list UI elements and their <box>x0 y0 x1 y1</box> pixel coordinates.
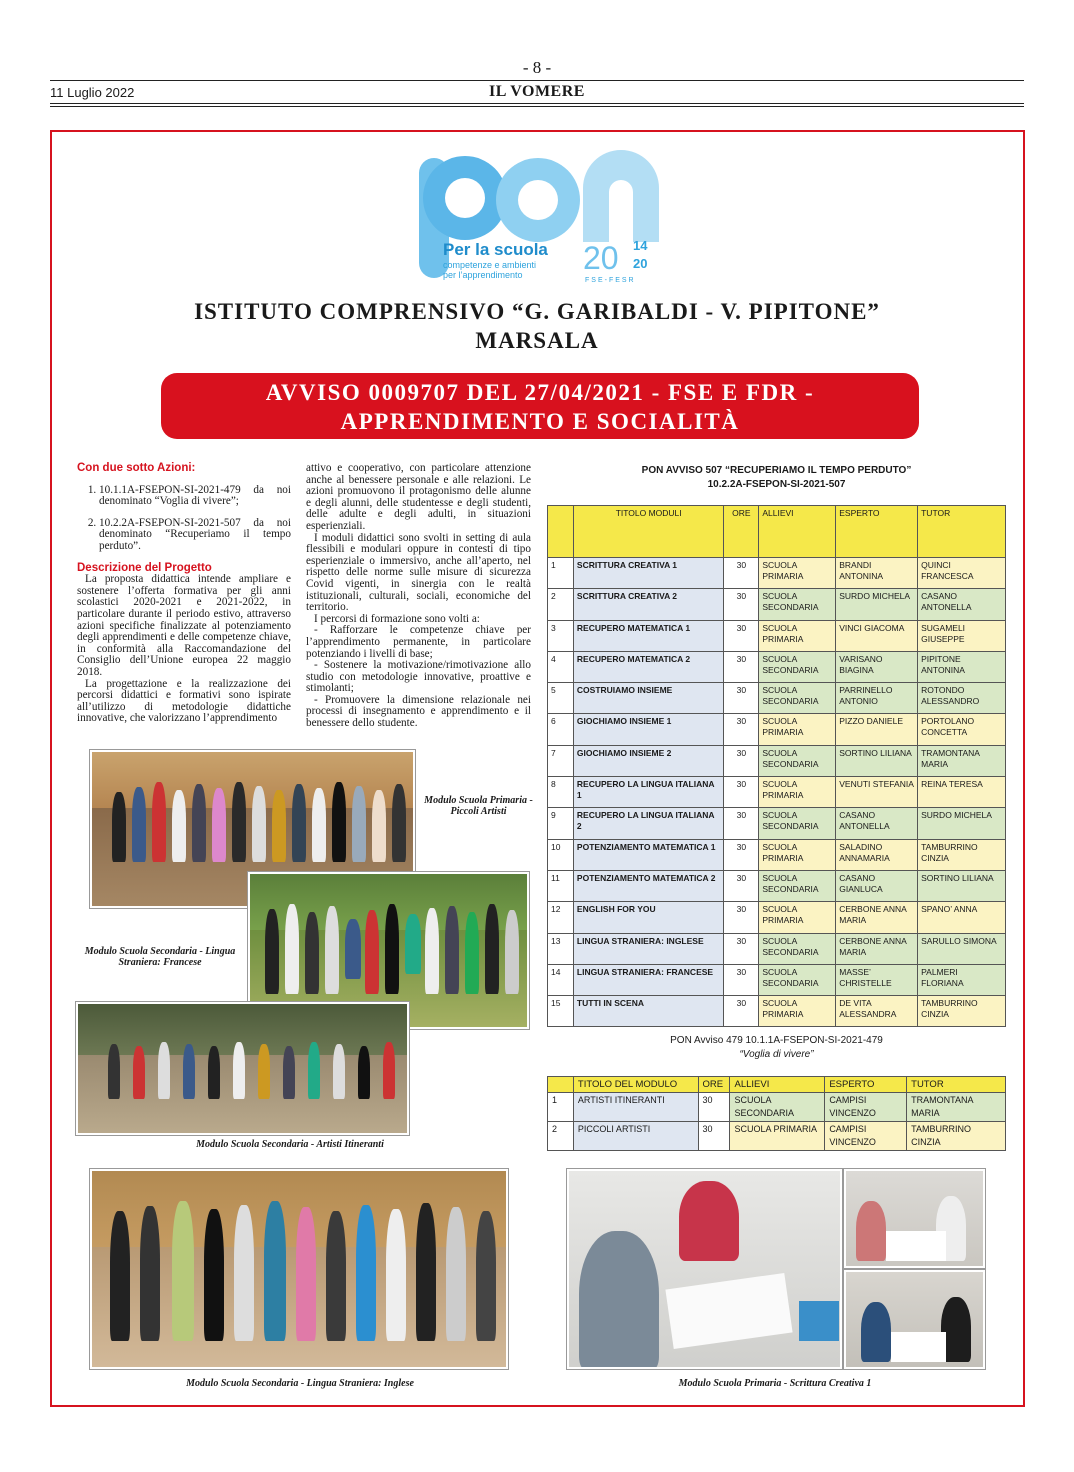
cell-title: GIOCHIAMO INSIEME 2 <box>573 745 724 776</box>
caption-inglese: Modulo Scuola Secondaria - Lingua Straniera: Inglese <box>186 1378 414 1389</box>
header-rule-top <box>50 80 1024 81</box>
cell-tutor: TAMBURRINO CINZIA <box>918 839 1006 870</box>
cell-tutor: QUINCI FRANCESCA <box>918 558 1006 589</box>
cell-esperto: PARRINELLO ANTONIO <box>836 683 918 714</box>
cell-tutor: SUGAMELI GIUSEPPE <box>918 620 1006 651</box>
cell-tutor: PALMERI FLORIANA <box>918 964 1006 995</box>
cell-title: SCRITTURA CREATIVA 1 <box>573 558 724 589</box>
table-cell: CAMPISI VINCENZO <box>825 1122 907 1151</box>
cell-title: RECUPERO MATEMATICA 1 <box>573 620 724 651</box>
table-row <box>548 620 1006 651</box>
cell-allievi: SCUOLA SECONDARIA <box>759 808 836 839</box>
cell-ore: 30 <box>724 745 759 776</box>
table-row <box>548 902 1006 933</box>
photo-scrittura-bottom <box>844 1270 985 1369</box>
actions-heading: Con due sotto Azioni: <box>77 462 196 474</box>
photo-scrittura-main <box>567 1169 842 1369</box>
table479-title-1: PON Avviso 479 10.1.1A-FSEPON-SI-2021-479 <box>670 1035 883 1046</box>
article-paragraph: attivo e cooperativo, con particolare attenzione anche al benessere personale e alle relazioni. Le azioni promuovono il protagonismo delle alunne e degli alunni, delle studentesse e degli studenti, delle adulte e degli adulti, in situazioni esperienziali. <box>306 462 531 532</box>
cell-allievi: SCUOLA PRIMARIA <box>759 996 836 1027</box>
cell-allievi: SCUOLA PRIMARIA <box>759 620 836 651</box>
table-cell: 1 <box>548 1093 574 1122</box>
cell-esperto: SORTINO LILIANA <box>836 745 918 776</box>
table-row <box>548 1122 1006 1151</box>
cell-num: 8 <box>548 777 574 808</box>
table-cell: ARTISTI ITINERANTI <box>573 1093 698 1122</box>
cell-num: 4 <box>548 651 574 682</box>
table-cell: 30 <box>698 1093 730 1122</box>
cell-allievi: SCUOLA PRIMARIA <box>759 714 836 745</box>
article-column-1 <box>77 463 291 725</box>
cell-num: 13 <box>548 933 574 964</box>
logo-year-a: 20 <box>583 240 619 276</box>
cell-tutor: SORTINO LILIANA <box>918 870 1006 901</box>
cell-num: 2 <box>548 589 574 620</box>
cell-allievi: SCUOLA PRIMARIA <box>759 558 836 589</box>
cell-ore: 30 <box>724 964 759 995</box>
school-name: ISTITUTO COMPRENSIVO “G. GARIBALDI - V. PIPITONE” <box>194 299 880 324</box>
cell-title: RECUPERO LA LINGUA ITALIANA 2 <box>573 808 724 839</box>
col-header-num <box>548 506 574 558</box>
cell-tutor: PIPITONE ANTONINA <box>918 651 1006 682</box>
page-number: - 8 - <box>522 58 552 77</box>
caption-francese: Modulo Scuola Secondaria - Lingua Straniera: Francese <box>84 946 236 968</box>
photo-artisti-itineranti <box>76 1002 409 1135</box>
cell-tutor: TAMBURRINO CINZIA <box>918 996 1006 1027</box>
cell-tutor: SARULLO SIMONA <box>918 933 1006 964</box>
caption-artisti-itineranti: Modulo Scuola Secondaria - Artisti Itineranti <box>196 1139 384 1150</box>
header-rule-bottom-2 <box>50 106 1024 107</box>
photo-scrittura-top <box>844 1169 985 1268</box>
logo-year-c: 20 <box>633 256 648 271</box>
cell-ore: 30 <box>724 683 759 714</box>
cell-title: GIOCHIAMO INSIEME 1 <box>573 714 724 745</box>
table-avviso-479 <box>547 1076 1006 1151</box>
cell-tutor: PORTOLANO CONCETTA <box>918 714 1006 745</box>
table479-title-2: “Voglia di vivere” <box>739 1049 814 1060</box>
cell-title: TUTTI IN SCENA <box>573 996 724 1027</box>
logo-sub1: competenze e ambienti <box>443 260 537 270</box>
action-item: 2. 10.2.2A-FSEPON-SI-2021-507 da noi denominato “Recuperiamo il tempo perduto”. <box>99 518 291 553</box>
cell-esperto: SALADINO ANNAMARIA <box>836 839 918 870</box>
cell-ore: 30 <box>724 996 759 1027</box>
cell-num: 12 <box>548 902 574 933</box>
article-paragraph: - Promuovere la dimensione relazionale nei processi di insegnamento e apprendimento e il benessere dello studente. <box>306 693 531 730</box>
table-cell: 2 <box>548 1122 574 1151</box>
col-header-esperto: ESPERTO <box>836 506 918 558</box>
article-paragraph: - Rafforzare le competenze chiave per l’apprendimento permanente, in particolare potenziando i livelli di base; <box>306 624 531 660</box>
cell-title: POTENZIAMENTO MATEMATICA 2 <box>573 870 724 901</box>
banner-line-1: AVVISO 0009707 DEL 27/04/2021 - FSE E FDR - <box>265 380 815 405</box>
cell-num: 3 <box>548 620 574 651</box>
actions-list <box>77 485 291 553</box>
cell-ore: 30 <box>724 870 759 901</box>
cell-title: POTENZIAMENTO MATEMATICA 1 <box>573 839 724 870</box>
school-city: MARSALA <box>475 328 599 353</box>
cell-num: 11 <box>548 870 574 901</box>
cell-esperto: CASANO ANTONELLA <box>836 808 918 839</box>
issue-date: 11 Luglio 2022 <box>50 85 135 100</box>
cell-allievi: SCUOLA PRIMARIA <box>759 902 836 933</box>
col-header: TITOLO DEL MODULO <box>573 1077 698 1093</box>
caption-piccoli-artisti: Modulo Scuola Primaria - Piccoli Artisti <box>424 795 533 817</box>
table479-body <box>548 1077 1006 1151</box>
article-paragraph: I percorsi di formazione sono volti a: <box>314 612 480 625</box>
cell-esperto: DE VITA ALESSANDRA <box>836 996 918 1027</box>
cell-num: 10 <box>548 839 574 870</box>
col-header: ESPERTO <box>825 1077 907 1093</box>
table-header-row <box>548 1077 1006 1093</box>
cell-ore: 30 <box>724 651 759 682</box>
logo-tagline: Per la scuola <box>443 240 548 259</box>
table507-title <box>547 464 1006 492</box>
action-item: 1. 10.1.1A-FSEPON-SI-2021-479 da noi denominato “Voglia di vivere”; <box>99 485 291 508</box>
col-header-ore: ORE <box>724 506 759 558</box>
cell-num: 1 <box>548 558 574 589</box>
cell-allievi: SCUOLA SECONDARIA <box>759 964 836 995</box>
table-cell: SCUOLA PRIMARIA <box>730 1122 825 1151</box>
cell-ore: 30 <box>724 714 759 745</box>
table-row <box>548 839 1006 870</box>
table507-body <box>548 558 1006 1027</box>
cell-num: 7 <box>548 745 574 776</box>
cell-ore: 30 <box>724 777 759 808</box>
table-row <box>548 683 1006 714</box>
table507-title-1: PON AVVISO 507 “RECUPERIAMO IL TEMPO PERDUTO” <box>641 465 912 476</box>
cell-esperto: CERBONE ANNA MARIA <box>836 933 918 964</box>
col-header-tutor: TUTOR <box>918 506 1006 558</box>
cell-ore: 30 <box>724 620 759 651</box>
table-row <box>548 777 1006 808</box>
col-header: ALLIEVI <box>730 1077 825 1093</box>
header-rule-bottom <box>50 103 1024 104</box>
table507-title-2: 10.2.2A-FSEPON-SI-2021-507 <box>707 479 846 490</box>
cell-allievi: SCUOLA SECONDARIA <box>759 589 836 620</box>
table-cell: PICCOLI ARTISTI <box>573 1122 698 1151</box>
cell-ore: 30 <box>724 558 759 589</box>
col-header-allievi: ALLIEVI <box>759 506 836 558</box>
article-column-2 <box>306 463 531 730</box>
cell-num: 14 <box>548 964 574 995</box>
col-header: ORE <box>698 1077 730 1093</box>
table-cell: 30 <box>698 1122 730 1151</box>
newspaper-name: IL VOMERE <box>489 83 585 100</box>
cell-tutor: CASANO ANTONELLA <box>918 589 1006 620</box>
table-cell: TRAMONTANA MARIA <box>907 1093 1006 1122</box>
cell-esperto: VINCI GIACOMA <box>836 620 918 651</box>
caption-scrittura: Modulo Scuola Primaria - Scrittura Creativa 1 <box>678 1378 872 1389</box>
cell-title: ENGLISH FOR YOU <box>573 902 724 933</box>
logo-year-b: 14 <box>633 238 648 253</box>
cell-ore: 30 <box>724 808 759 839</box>
cell-allievi: SCUOLA SECONDARIA <box>759 745 836 776</box>
cell-ore: 30 <box>724 902 759 933</box>
table-row <box>548 808 1006 839</box>
cell-ore: 30 <box>724 589 759 620</box>
table-row <box>548 933 1006 964</box>
cell-esperto: MASSE’ CHRISTELLE <box>836 964 918 995</box>
cell-esperto: VENUTI STEFANIA <box>836 777 918 808</box>
table-cell: SCUOLA SECONDARIA <box>730 1093 825 1122</box>
cell-title: SCRITTURA CREATIVA 2 <box>573 589 724 620</box>
cell-ore: 30 <box>724 839 759 870</box>
table-row <box>548 651 1006 682</box>
table-row <box>548 714 1006 745</box>
cell-title: LINGUA STRANIERA: FRANCESE <box>573 964 724 995</box>
cell-allievi: SCUOLA SECONDARIA <box>759 933 836 964</box>
article-paragraph: I moduli didattici sono svolti in setting di aula flessibili e modulari oppure in contesti di tipo esperienziale o immersivo, anche all’aperto, nel rispetto delle norme sulle misure di sicurezza Covid vigenti, in sinergia con le realtà istituzionali, culturali, sociali, economiche del territorio. <box>306 531 531 614</box>
cell-esperto: SURDO MICHELA <box>836 589 918 620</box>
table-row <box>548 870 1006 901</box>
cell-esperto: PIZZO DANIELE <box>836 714 918 745</box>
cell-allievi: SCUOLA SECONDARIA <box>759 870 836 901</box>
table-row <box>548 1093 1006 1122</box>
table-row <box>548 964 1006 995</box>
table-row <box>548 996 1006 1027</box>
col-header <box>548 1077 574 1093</box>
cell-title: RECUPERO MATEMATICA 2 <box>573 651 724 682</box>
article-paragraph: La proposta didattica intende ampliare e sostenere l’offerta formativa per gli anni scolastici 2020-2021 e 2021-2022, in particolare durante il periodo estivo, attraverso azioni specifiche finalizzate al potenziamento degli apprendimenti e delle competenze chiave, in conformità alla Raccomandazione del Consiglio dell’Unione europea 22 maggio 2018. <box>77 573 291 678</box>
photo-inglese <box>90 1169 508 1369</box>
cell-num: 5 <box>548 683 574 714</box>
cell-tutor: TRAMONTANA MARIA <box>918 745 1006 776</box>
table-row <box>548 589 1006 620</box>
cell-num: 9 <box>548 808 574 839</box>
article-paragraph: - Sostenere la motivazione/rimotivazione allo studio con metodologie innovative, proattive e stimolanti; <box>306 659 531 695</box>
description-heading: Descrizione del Progetto <box>77 561 212 574</box>
cell-title: RECUPERO LA LINGUA ITALIANA 1 <box>573 777 724 808</box>
cell-allievi: SCUOLA PRIMARIA <box>759 777 836 808</box>
cell-tutor: ROTONDO ALESSANDRO <box>918 683 1006 714</box>
table-cell: TAMBURRINO CINZIA <box>907 1122 1006 1151</box>
table-cell: CAMPISI VINCENZO <box>825 1093 907 1122</box>
col-header: TUTOR <box>907 1077 1006 1093</box>
cell-tutor: SPANO’ ANNA <box>918 902 1006 933</box>
table-row <box>548 745 1006 776</box>
cell-esperto: BRANDI ANTONINA <box>836 558 918 589</box>
logo-fund: FSE-FESR <box>585 277 636 284</box>
cell-title: LINGUA STRANIERA: INGLESE <box>573 933 724 964</box>
cell-allievi: SCUOLA SECONDARIA <box>759 683 836 714</box>
logo-sub2: per l’apprendimento <box>443 270 523 280</box>
table-avviso-507 <box>547 505 1006 1027</box>
cell-esperto: VARISANO BIAGINA <box>836 651 918 682</box>
pon-logo <box>413 148 663 290</box>
cell-allievi: SCUOLA SECONDARIA <box>759 651 836 682</box>
cell-num: 15 <box>548 996 574 1027</box>
cell-title: COSTRUIAMO INSIEME <box>573 683 724 714</box>
cell-num: 6 <box>548 714 574 745</box>
table-header-row <box>548 506 1006 558</box>
announcement-banner <box>161 373 919 439</box>
article-paragraph: La progettazione e la realizzazione dei percorsi didattici e formativi sono ispirate all’utilizzo di metodologie didattiche innovative, che valorizzano l’apprendimento <box>77 677 291 725</box>
col-header-title: TITOLO MODULI <box>573 506 724 558</box>
cell-esperto: CASANO GIANLUCA <box>836 870 918 901</box>
banner-line-2: APPRENDIMENTO E SOCIALITÀ <box>340 409 740 434</box>
cell-tutor: SURDO MICHELA <box>918 808 1006 839</box>
table-row <box>548 558 1006 589</box>
cell-tutor: REINA TERESA <box>918 777 1006 808</box>
table479-title <box>547 1034 1006 1062</box>
cell-allievi: SCUOLA PRIMARIA <box>759 839 836 870</box>
cell-esperto: CERBONE ANNA MARIA <box>836 902 918 933</box>
cell-ore: 30 <box>724 933 759 964</box>
